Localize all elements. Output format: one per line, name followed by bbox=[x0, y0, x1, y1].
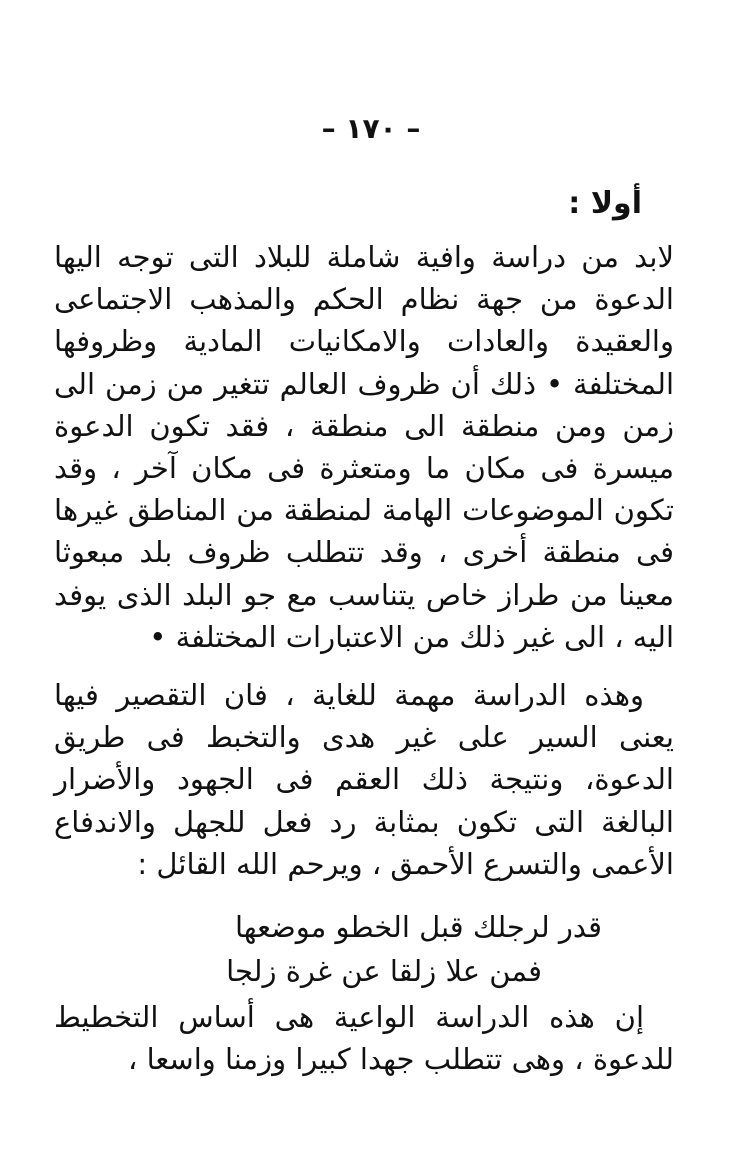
section-heading: أولا : bbox=[568, 186, 642, 221]
paragraph-importance-of-study: وهذه الدراسة مهمة للغاية ، فان التقصير فيها يعنى السير على غير هدى والتخبط فى طريق الدعوة، ونتيجة ذلك العقم فى الجهود والأضرار البالغة التى تكون بمثابة رد فعل للجهل والاندفاع الأعمى والتسرع الأحمق ، ويرحم الله القائل : bbox=[54, 678, 674, 881]
paragraph-planning-basis: إن هذه الدراسة الواعية هى أساس التخطيط للدعوة ، وهى تتطلب جهدا كبيرا وزمنا واسعا ، bbox=[54, 1000, 674, 1077]
poem-verse-line-2: فمن علا زلقا عن غرة زلجا bbox=[226, 954, 542, 988]
page-number: – ١٧٠ – bbox=[321, 112, 421, 145]
poem-verse-line-1: قدر لرجلك قبل الخطو موضعها bbox=[234, 910, 602, 944]
paragraph-study-of-countries: لابد من دراسة وافية شاملة للبلاد التى توجه اليها الدعوة من جهة نظام الحكم والمذهب الاجتماعى والعقيدة والعادات والامكانيات المادية وظروفها المختلفة • ذلك أن ظروف العالم تتغير من زمن الى زمن ومن منطقة الى منطقة ، فقد تكون الدعوة ميسرة فى مكان ما ومتعثرة فى مكان آخر ، وقد تكون الموضوعات الهامة لمنطقة من المناطق غيرها فى منطقة أخرى ، وقد تتطلب ظروف بلد مبعوثا معينا من طراز خاص يتناسب مع جو البلد الذى يوفد اليه ، الى غير ذلك من الاعتبارات المختلفة • bbox=[54, 240, 674, 654]
